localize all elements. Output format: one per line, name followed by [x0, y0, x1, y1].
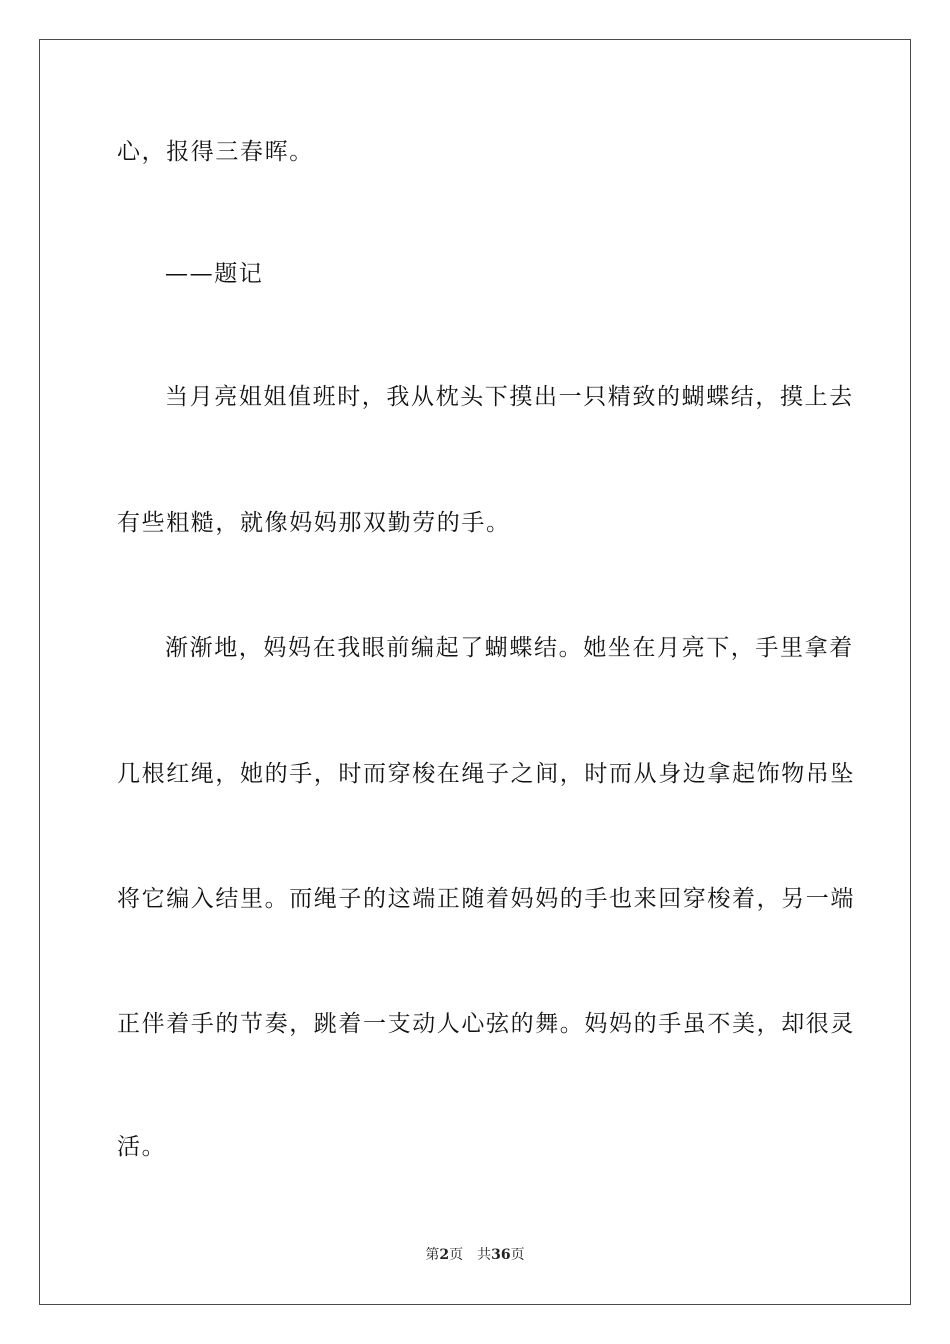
page-number: 2 — [439, 1247, 450, 1263]
paragraph-line: 将它编入结里。而绳子的这端正随着妈妈的手也来回穿梭着，另一端 — [117, 886, 855, 912]
paragraph-line: 渐渐地，妈妈在我眼前编起了蝴蝶结。她坐在月亮下，手里拿着 — [165, 635, 854, 661]
epigraph-attribution: ——题记 — [165, 261, 264, 287]
paragraph-line: 几根红绳，她的手，时而穿梭在绳子之间，时而从身边拿起饰物吊坠 — [117, 761, 855, 787]
page-label-suffix: 页 — [449, 1247, 464, 1263]
paragraph-line: 活。 — [117, 1134, 167, 1160]
page-label-prefix: 第 — [425, 1247, 440, 1263]
page-footer — [0, 1246, 950, 1264]
total-label-suffix: 页 — [510, 1247, 525, 1263]
total-pages: 36 — [491, 1247, 511, 1263]
paragraph-line: 有些粗糙，就像妈妈那双勤劳的手。 — [117, 510, 511, 536]
paragraph-line: 正伴着手的节奏，跳着一支动人心弦的舞。妈妈的手虽不美，却很灵 — [117, 1011, 855, 1037]
paragraph-line: 当月亮姐姐值班时，我从枕头下摸出一只精致的蝴蝶结，摸上去 — [165, 384, 854, 410]
total-label-prefix: 共 — [477, 1247, 492, 1263]
text-line: 心，报得三春晖。 — [117, 139, 314, 165]
page-border — [39, 39, 911, 1305]
